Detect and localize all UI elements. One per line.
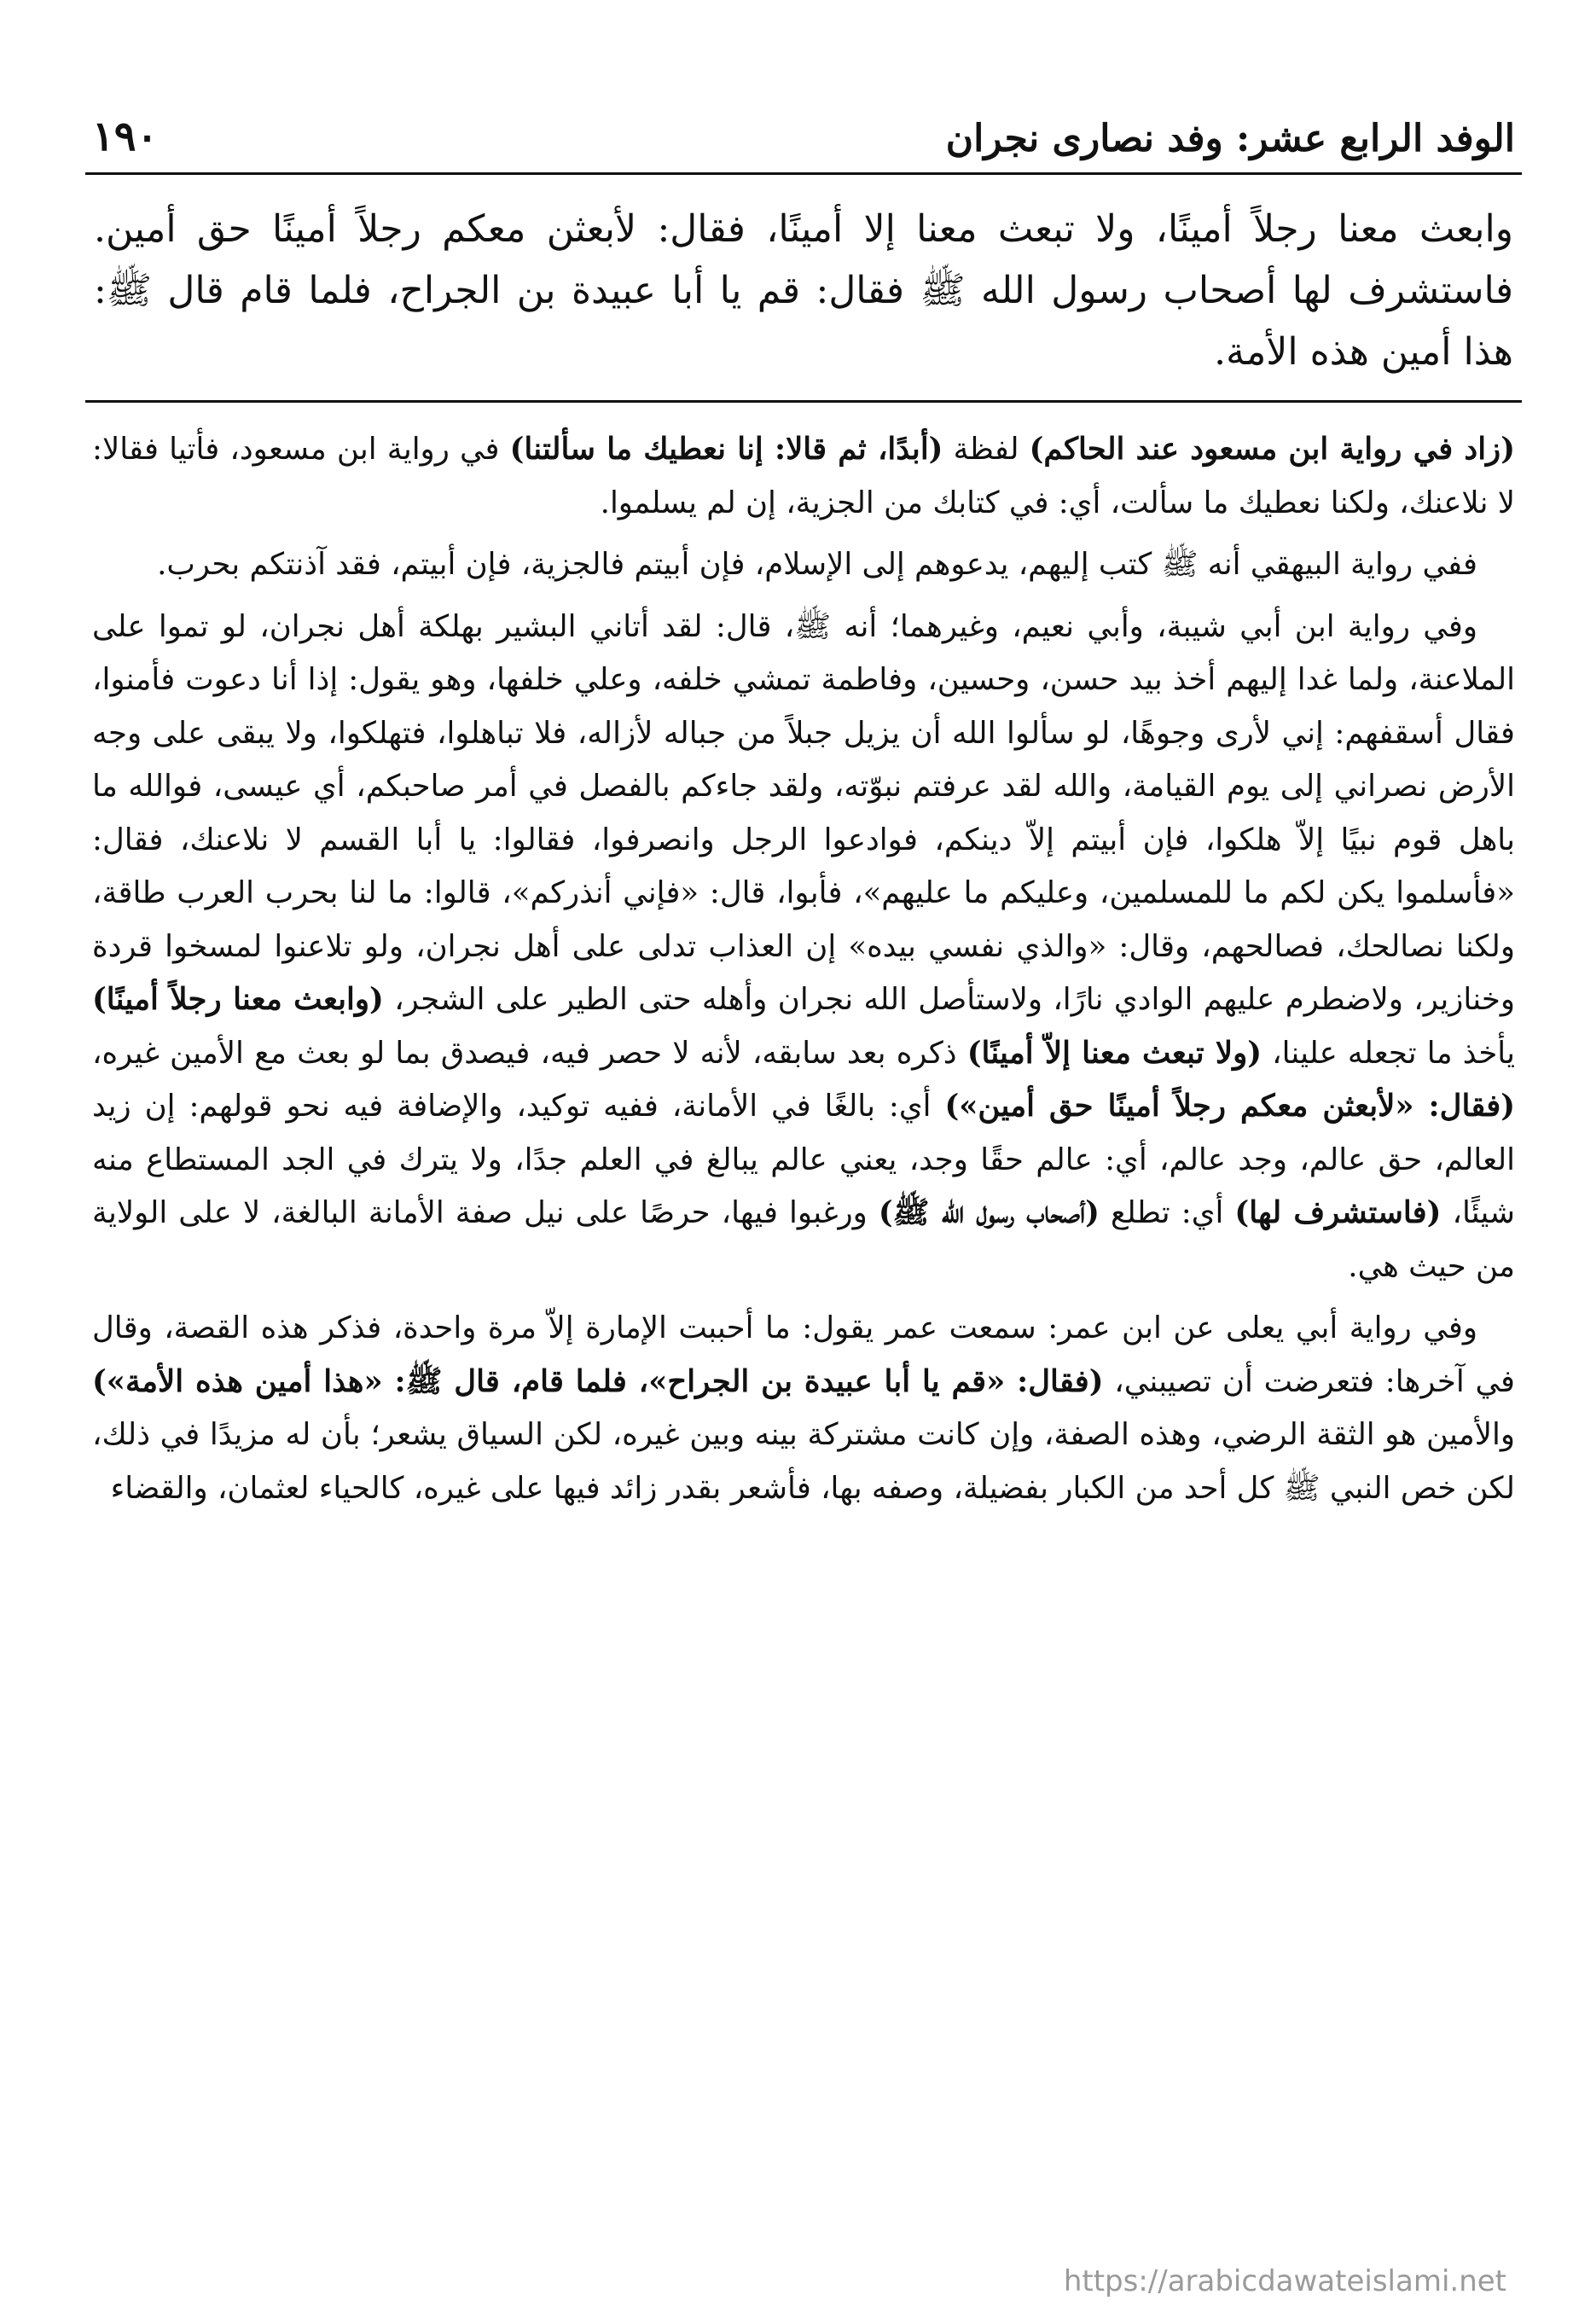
book-page [85,94,1522,2278]
commentary-paragraph-1 [92,423,1515,530]
header-divider [85,172,1522,175]
bold-quote: (ولا تبعث معنا إلاّ أمينًا) [966,1035,1262,1071]
commentary-paragraph-3 [92,601,1515,1294]
paragraph-text: أي: بالغًا في الأمانة، ففيه توكيد، والإضافة فيه نحو قولهم: إن زيد العالم، حق عالم، وجد عالم، أي: عالم حقًا وجد، يعني عالم يبالغ في العلم جدًا، ولا يترك في الجد المستطاع منه شيئًا، [92,1089,1515,1230]
bold-quote: (أصحاب رسول الله ﷺ) [878,1195,1100,1230]
page-number: ١٩٠ [92,113,159,160]
paragraph-text: ذكره بعد سابقه، لأنه لا حصر فيه، فيصدق بما لو بعث مع الأمين غيره، [92,1035,967,1071]
bold-quote: (زاد في رواية ابن مسعود عند الحاكم) [1029,432,1515,467]
chapter-title: الوفد الرابع عشر: وفد نصارى نجران [945,117,1515,160]
paragraph-text: والأمين هو الثقة الرضي، وهذه الصفة، وإن كانت مشتركة بينه وبين غيره، لكن السياق يشعر؛ بأن له مزيدًا في ذلك، لكن خص النبي ﷺ كل أحد من الكبار بفضيلة، وصفه بها، فأشعر بقدر زائد فيها على غيره، كالحياء لعثمان، والقضاء [92,1417,1515,1506]
page-header [85,94,1522,160]
bold-quote: (أبدًا، ثم قالا: إنا نعطيك ما سألتنا) [509,432,943,467]
bold-quote: (وابعث معنا رجلاً أمينًا) [92,982,384,1017]
commentary-paragraph-2: ففي رواية البيهقي أنه ﷺ كتب إليهم، يدعوهم إلى الإسلام، فإن أبيتم فالجزية، فإن أبيتم، فقد آذنتكم بحرب. [157,547,1477,582]
paragraph-text: في رواية ابن مسعود، فأتيا فقالا: لا نلاعنك، ولكنا نعطيك ما سألت، أي: في كتابك من الجزية، إن لم يسلموا. [92,432,1515,520]
paragraph-text: ورغبوا فيها، حرصًا على نيل صفة الأمانة البالغة، لا على الولاية من حيث هي. [92,1195,1515,1284]
paragraph-text: يأخذ ما تجعله علينا، [1262,1035,1515,1071]
commentary-paragraph-4 [92,1302,1515,1515]
bold-quote: (فاستشرف لها) [1234,1195,1442,1230]
commentary [85,423,1522,1515]
commentary-divider [85,400,1522,403]
paragraph-text: أي: تطلع [1099,1195,1235,1230]
paragraph-text: لفظة [943,432,1030,467]
bold-quote: (فقال: «قم يا أبا عبيدة بن الجراح»، فلما قام، قال ﷺ: «هذا أمين هذه الأمة») [92,1363,1104,1399]
paragraph-text: وفي رواية ابن أبي شيبة، وأبي نعيم، وغيرهما؛ أنه ﷺ، قال: لقد أتاني البشير بهلكة أهل نجران، لو تموا على الملاعنة، ولما غدا إليهم أخذ بيد حسن، وحسين، وفاطمة تمشي خلفه، وعلي خلفها، وهو يقول: إذا أنا دعوت فأمنوا، فقال أسقفهم: إني لأرى وجوهًا، لو سألوا الله أن يزيل جبلاً من جباله لأزاله، فلا تباهلوا، فتهلكوا، ولا يبقى على وجه الأرض نصراني إلى يوم القيامة، والله لقد عرفتم نبوّته، ولقد جاءكم بالفصل في أمر صاحبكم، أي عيسى، فوالله ما باهل قوم نبيًا إلاّ هلكوا، فإن أبيتم إلاّ دينكم، فوادعوا الرجل وانصرفوا، فقالوا: يا أبا القسم لا نلاعنك، فقال: «فأسلموا يكن لكم ما للمسلمين، وعليكم ما عليهم»، فأبوا، قال: «فإني أنذركم»، قالوا: ما لنا بحرب العرب طاقة، ولكنا نصالحك، فصالحهم، وقال: «والذي نفسي بيده» إن العذاب تدلى على أهل نجران، ولو تلاعنوا لمسخوا قردة وخنازير، ولاضطرم عليهم الوادي نارًا، ولاستأصل الله نجران وأهله حتى الطير على الشجر، [92,608,1515,1017]
watermark-url: https://arabicdawateislami.net [1063,2264,1506,2298]
bold-quote: (فقال: «لأبعثن معكم رجلاً أمينًا حق أمين») [944,1089,1515,1124]
paragraph-text: وفي رواية أبي يعلى عن ابن عمر: سمعت عمر يقول: ما أحببت الإمارة إلاّ مرة واحدة، فذكر هذه القصة، وقال في آخرها: فتعرضت أن تصيبني، [92,1310,1515,1399]
hadith-text: وابعث معنا رجلاً أمينًا، ولا تبعث معنا إلا أمينًا، فقال: لأبعثن معكم رجلاً أمينًا حق أمين. فاستشرف لها أصحاب رسول الله ﷺ فقال: قم يا أبا عبيدة بن الجراح، فلما قام قال ﷺ: هذا أمين هذه الأمة. [94,207,1514,374]
